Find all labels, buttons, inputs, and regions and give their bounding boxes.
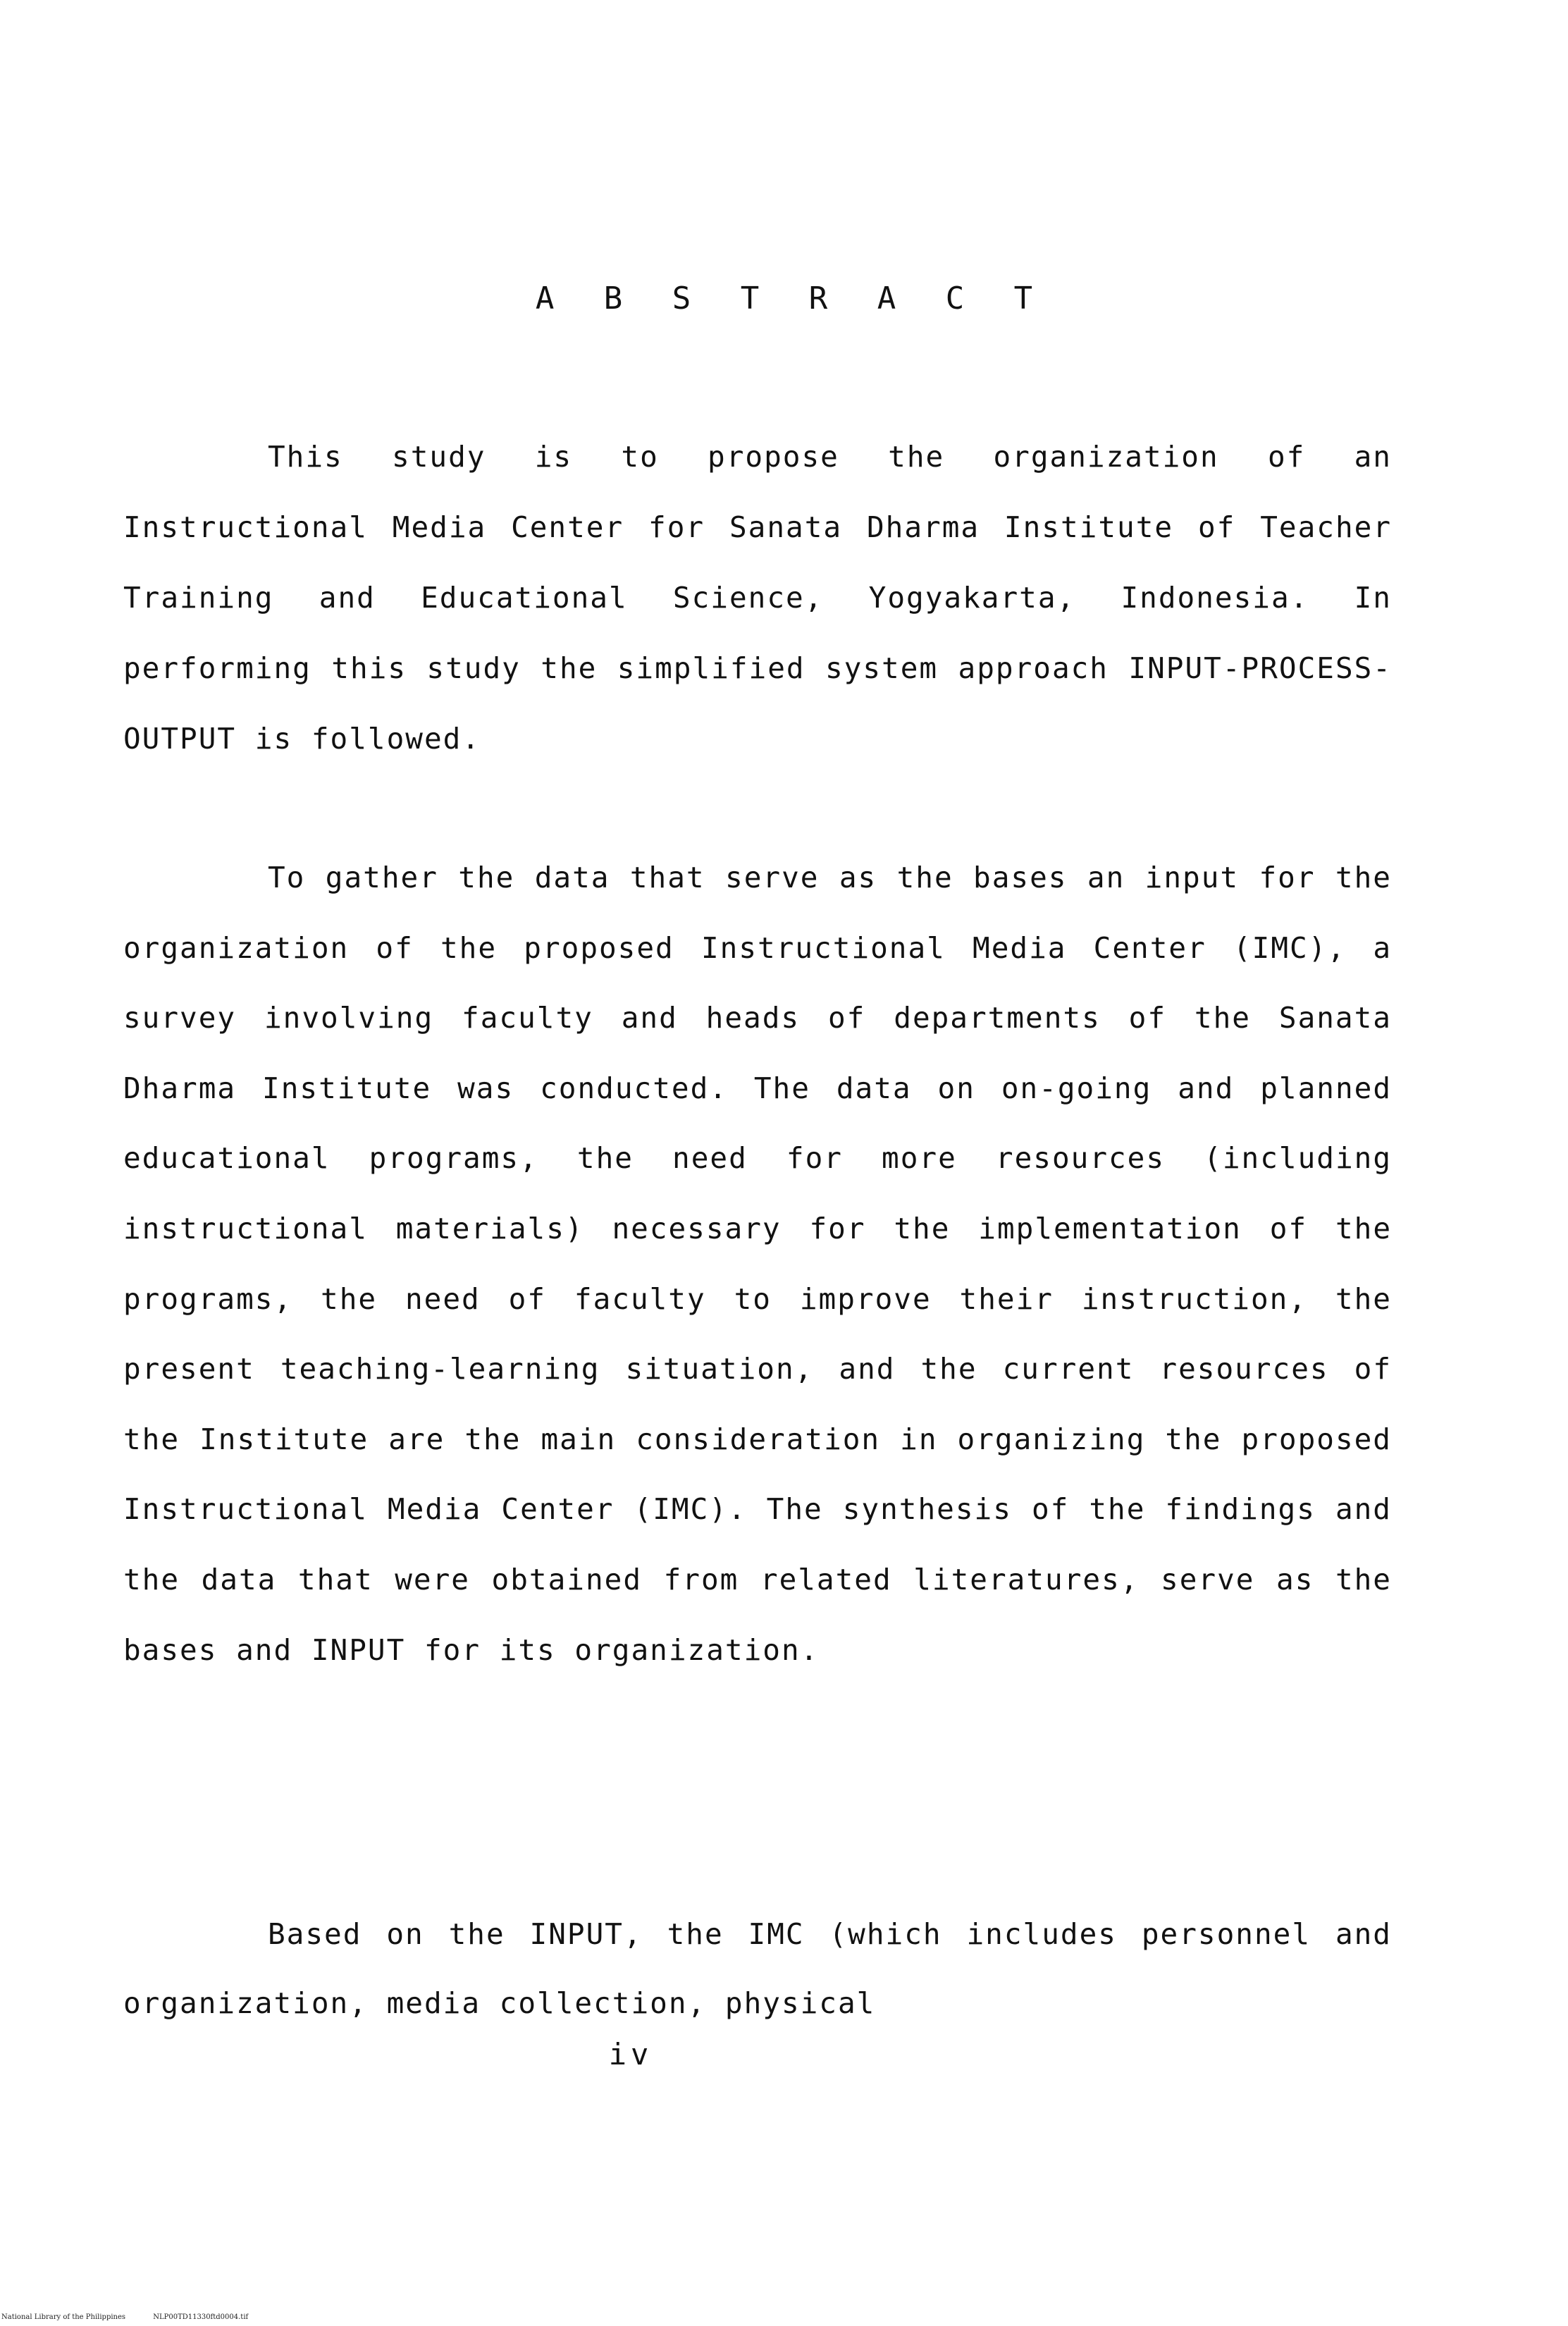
paragraph-3: Based on the INPUT, the IMC (which includes personnel and organization, media collection, physical <box>123 1917 1392 2020</box>
scan-footer <box>1 2313 273 2321</box>
page-number: iv <box>608 2037 653 2072</box>
paragraph-1: This study is to propose the organization of an Instructional Media Center for Sanata Dharma Institute of Teacher Training and Educational Science, Yogyakarta, Indonesia. In performing this study the simplified system approach INPUT-PROCESS-OUTPUT is followed. <box>123 440 1392 756</box>
abstract-heading: A B S T R A C T <box>535 281 1049 316</box>
paragraph-2: To gather the data that serve as the bases an input for the organization of the proposed Instructional Media Center (IMC), a survey involving faculty and heads of departments of the Sanata Dharma Institute was conducted. The data on on-going and planned educational programs, the need for more resources (including instructional materials) necessary for the implementation of the programs, the need of faculty to improve their instruction, the present teaching-learning situation, and the current resources of the Institute are the main consideration in organizing the proposed Instructional Media Center (IMC). The synthesis of the findings and the data that were obtained from related literatures, serve as the bases and INPUT for its organization. <box>123 861 1392 1667</box>
footer-library: National Library of the Philippines <box>1 2313 126 2321</box>
footer-file-id: NLP00TD11330ftd0004.tif <box>153 2313 249 2321</box>
